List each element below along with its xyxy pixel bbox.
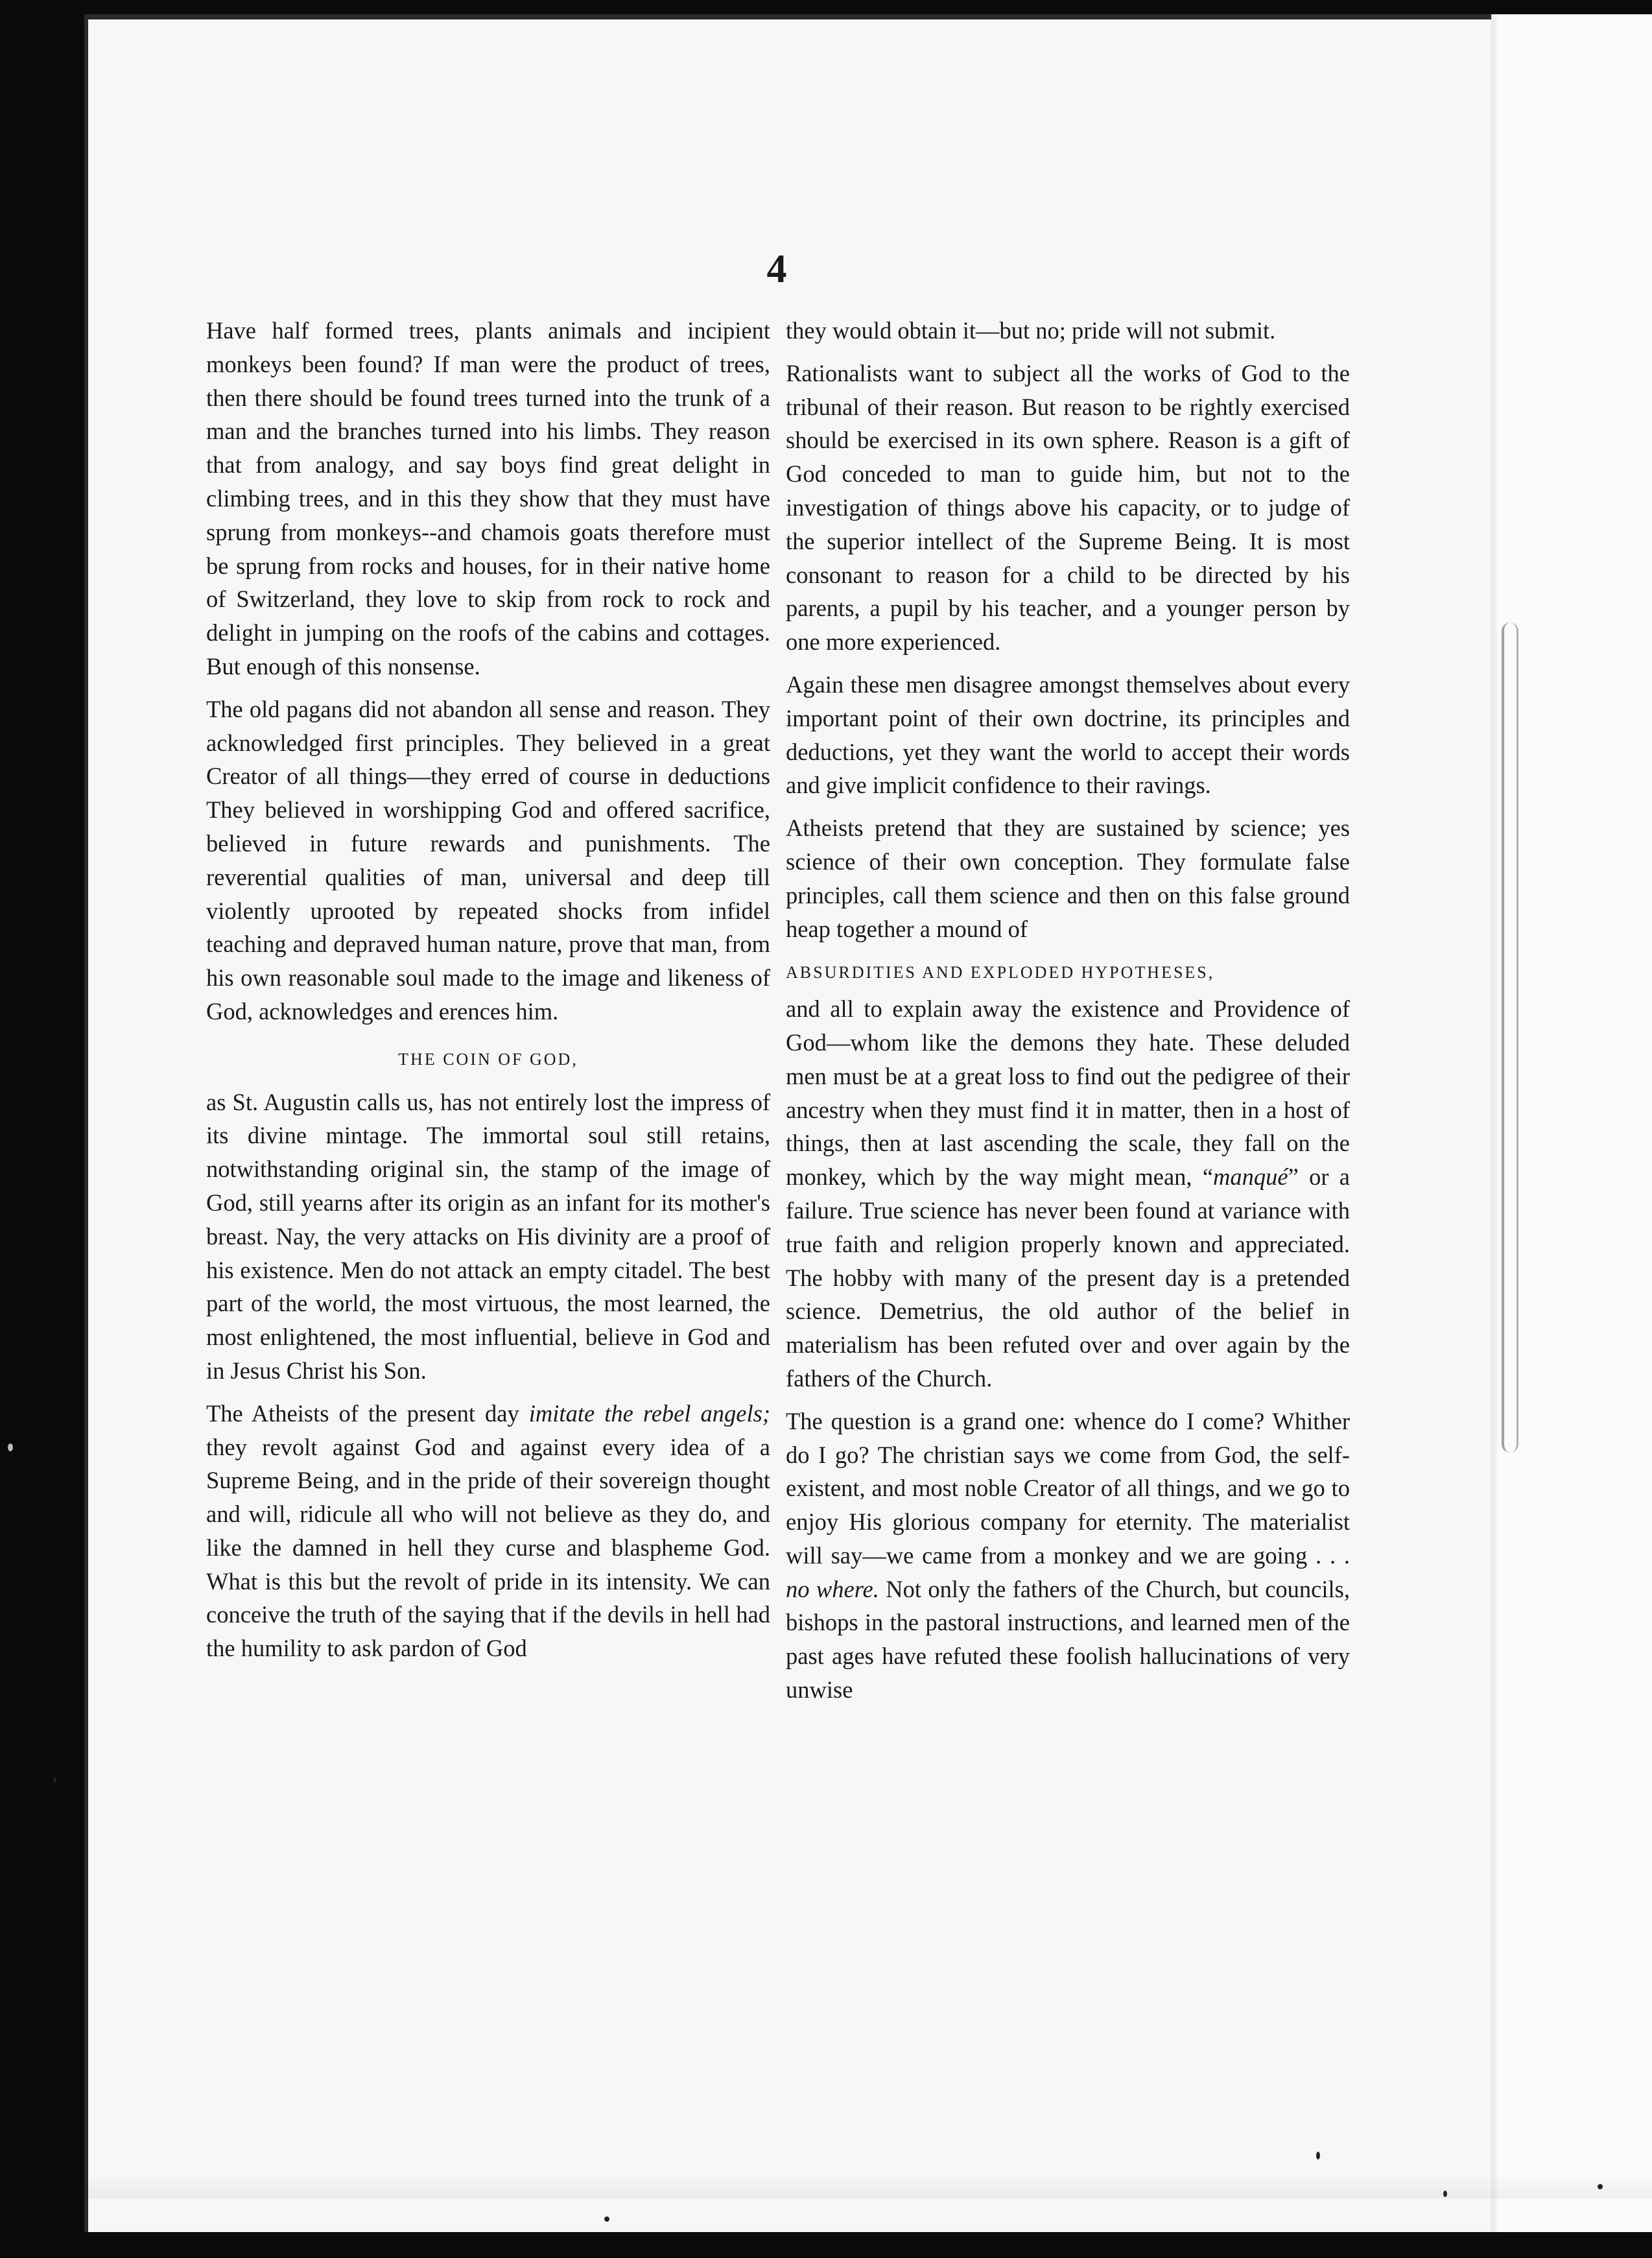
paragraph-text: and all to explain away the existence and Providence of God—whom like the demons they hate. These deluded men must be at a great loss to find out the pedigree of their ancestry when they must find it in matter, then in a host of things, then at last ascending the scale, they fall on the monkey, which by the way might mean, “ [786,995,1350,1191]
section-subhead: THE COIN OF GOD, [398,1049,578,1069]
paragraph: Rationalists want to subject all the works of God to the tribunal of their reason. But reason to be rightly exercised should be exercised in its own sphere. Reason is a gift of God conceded to man to guide him, but not to the investigation of things above his capacity, or to judge of the superior intellect of the Supreme Being. It is most consonant to reason for a child to be directed by his parents, a pupil by his teacher, and a younger person by one more experienced. [786,359,1350,656]
paragraph-text: The Atheists of the present day [206,1399,529,1427]
paragraph: The old pagans did not abandon all sense and reason. They acknowledged first principles. They believed in a great Creator of all things—they erred of course in deductions They believed in worshipping God and offered sacrifice, believed in future rewards and punishments. The reverential qualities of man, universal and deep till violently uprooted by repeated shocks from infidel teaching and depraved human nature, prove that man, from his own reasonable soul made to the image and likeness of God, acknowledges and erences him. [206,695,770,1025]
paragraph-text: Not only the fathers of the Church, but councils, bishops in the pastoral instructions, and learned men of the past ages have refuted these foolish hallucinations of very unwise [786,1575,1350,1704]
scan-speck [1598,2184,1603,2189]
paragraph [206,1397,770,1665]
italic-phrase: imitate the rebel angels; [528,1399,770,1427]
scan-speck [1316,2152,1320,2159]
paragraph [786,1405,1350,1707]
adjacent-page-edge [1498,14,1652,2232]
scan-speck [8,1444,13,1451]
margin-binding-mark [1502,623,1518,1453]
paragraph [786,992,1350,1396]
paragraph-text: they revolt against God and against every idea of a Supreme Being, and in the pride of their sovereign thought and will, ridicule all who will not believe as they do, and like the damned in hell they curse and blaspheme God. What is this but the revolt of pride in its intensity. We can conceive the truth of the saying that if the devils in hell had the humility to ask pardon of God [206,1433,770,1662]
scan-speck [1443,2191,1447,2197]
section-subhead: ABSURDITIES AND EXPLODED HYPOTHESES, [786,963,1215,982]
paragraph-continuation: they would obtain it—but no; pride will not submit. [786,317,1276,344]
page-number: 4 [766,247,787,291]
scan-speck [53,1777,56,1783]
page-bottom-shadow [84,2172,1652,2198]
paragraph: Atheists pretend that they are sustained by science; yes science of their own conception. They formulate false principles, call them science and then on this false ground heap together a mound of [786,814,1350,942]
paragraph-text: The question is a grand one: whence do I come? Whither do I go? The christian says we come from God, the self-existent, and most noble Creator of all things, and we go to enjoy His glorious company for eternity. The materialist will say—we came from a monkey and we are going . . . [786,1407,1350,1569]
scan-speck [604,2216,609,2222]
left-column [206,314,770,1665]
paragraph: as St. Augustin calls us, has not entirely lost the impress of its divine mintage. The immortal soul still retains, notwithstanding original sin, the stamp of the image of God, still yearns after its origin as an infant for its mother's breast. Nay, the very attacks on His divinity are a proof of his existence. Men do not attack an empty citadel. The best part of the world, the most virtuous, the most learned, the most enlightened, the most influential, believe in God and in Jesus Christ his Son. [206,1088,770,1384]
paragraph: Again these men disagree amongst themselves about every important point of their own doctrine, its principles and deductions, yet they want the world to accept their words and give implicit confidence to their ravings. [786,671,1350,799]
paragraph: Have half formed trees, plants animals and incipient monkeys been found? If man were the product of trees, then there should be found trees turned into the trunk of a man and the branches turned into his limbs. They reason that from analogy, and say boys find great delight in climbing trees, and in this they show that they must have sprung from monkeys--and chamois goats therefore must be sprung from rocks and houses, for in their native home of Switzerland, they love to skip from rock to rock and delight in jumping on the roofs of the cabins and cottages. But enough of this nonsense. [206,317,770,680]
right-column [786,314,1350,1707]
italic-phrase: no where. [786,1575,879,1602]
italic-word: manqué [1213,1163,1288,1191]
paragraph-text: ” or a failure. True science has never been found at variance with true faith and religion properly known and appreciated. The hobby with many of the present day is a pretended science. Demetrius, the old author of the belief in materialism has been refuted over and over again by the fathers of the Church. [786,1163,1350,1392]
